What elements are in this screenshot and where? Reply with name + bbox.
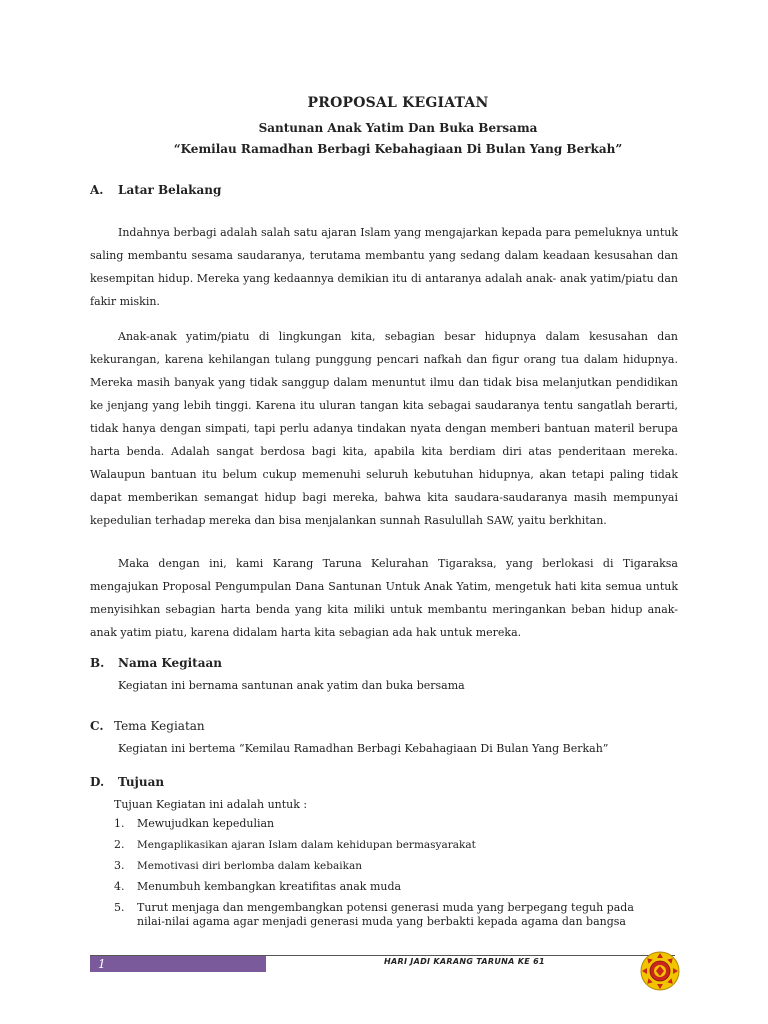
list-item-number: 2. xyxy=(114,838,125,851)
karang-taruna-emblem-icon xyxy=(638,950,682,992)
list-item-number: 3. xyxy=(114,859,125,872)
section-a-title: Latar Belakang xyxy=(118,183,222,197)
section-a-paragraph-3: Maka dengan ini, kami Karang Taruna Kelurahan Tigaraksa, yang berlokasi di Tigaraksa mengajukan Proposal Pengumpulan Dana Santunan Untuk Anak Yatim, mengetuk hati kita semua untuk menyisihkan sebagian harta benda yang kita miliki untuk membantu meringankan beban hidup anak-anak yatim piatu, karena didalam harta kita sebagian ada hak untuk mereka. xyxy=(90,557,678,639)
list-item-text: Memotivasi diri berlomba dalam kebaikan xyxy=(137,860,362,872)
footer-page-bar xyxy=(90,956,266,972)
list-item-number: 5. xyxy=(114,901,125,914)
section-c-letter: C. xyxy=(90,719,104,733)
document-subtitle: Santunan Anak Yatim Dan Buka Bersama xyxy=(258,121,538,135)
section-b-letter: B. xyxy=(90,656,105,670)
list-item-number: 1. xyxy=(114,817,125,830)
section-d-heading xyxy=(90,775,164,789)
section-a-paragraph-2: Anak-anak yatim/piatu di lingkungan kita, sebagian besar hidupnya dalam kesusahan dan kekurangan, karena kehilangan tulang punggung pencari nafkah dan figur orang tua dalam hidupnya. Mereka masih banyak yang tidak sanggup dalam menuntut ilmu dan tidak bisa melanjutkan pendidikan ke jenjang yang lebih tinggi. Karena itu uluran tangan kita sebagai saudaranya tentu sangatlah berarti, tidak hanya dengan simpati, tapi perlu adanya tindakan nyata dengan memberi bantuan materil berupa harta benda. Adalah sangat berdosa bagi kita, apabila kita berdiam diri atas penderitaan mereka. Walaupun bantuan itu belum cukup memenuhi seluruh kebutuhan hidupnya, akan tetapi paling tidak dapat memberikan semangat hidup bagi mereka, bahwa kita saudara-saudaranya masih mempunyai kepedulian terhadap mereka dan bisa menjalankan sunnah Rasulullah SAW, yaitu berkhitan. xyxy=(90,330,678,527)
list-item-text: Mewujudkan kepedulian xyxy=(137,817,275,830)
section-d-letter: D. xyxy=(90,775,105,789)
section-b-text: Kegiatan ini bernama santunan anak yatim dan buka bersama xyxy=(118,679,465,692)
section-a-heading xyxy=(90,183,221,197)
section-c-text: Kegiatan ini bertema “Kemilau Ramadhan Berbagi Kebahagiaan Di Bulan Yang Berkah” xyxy=(118,742,609,755)
list-item-text: Mengaplikasikan ajaran Islam dalam kehidupan bermasyarakat xyxy=(137,839,476,851)
section-b-heading xyxy=(90,656,222,670)
section-b-title: Nama Kegitaan xyxy=(118,656,222,670)
section-d-title: Tujuan xyxy=(118,775,165,789)
section-a-letter: A. xyxy=(90,183,104,197)
list-item-text: Turut menjaga dan mengembangkan potensi generasi muda yang berpegang teguh pada nilai-nilai agama agar menjadi generasi muda yang berbakti kepada agama dan bangsa xyxy=(137,901,634,928)
document-theme: “Kemilau Ramadhan Berbagi Kebahagiaan Di Bulan Yang Berkah” xyxy=(173,142,623,156)
page-number: 1 xyxy=(98,957,106,971)
section-d-intro: Tujuan Kegiatan ini adalah untuk : xyxy=(114,798,308,811)
document-title: PROPOSAL KEGIATAN xyxy=(307,95,489,111)
list-item-text: Menumbuh kembangkan kreatifitas anak muda xyxy=(137,880,402,893)
section-c-heading xyxy=(90,719,205,733)
footer-text: HARI JADI KARANG TARUNA KE 61 xyxy=(384,957,545,966)
section-c-title: Tema Kegiatan xyxy=(114,719,205,733)
list-item-number: 4. xyxy=(114,880,125,893)
section-a-paragraph-1: Indahnya berbagi adalah salah satu ajaran Islam yang mengajarkan kepada para pemeluknya untuk saling membantu sesama saudaranya, terutama membantu yang sedang dalam keadaan kesusahan dan kesempitan hidup. Mereka yang kedaannya demikian itu di antaranya adalah anak- anak yatim/piatu dan fakir miskin. xyxy=(90,226,678,308)
